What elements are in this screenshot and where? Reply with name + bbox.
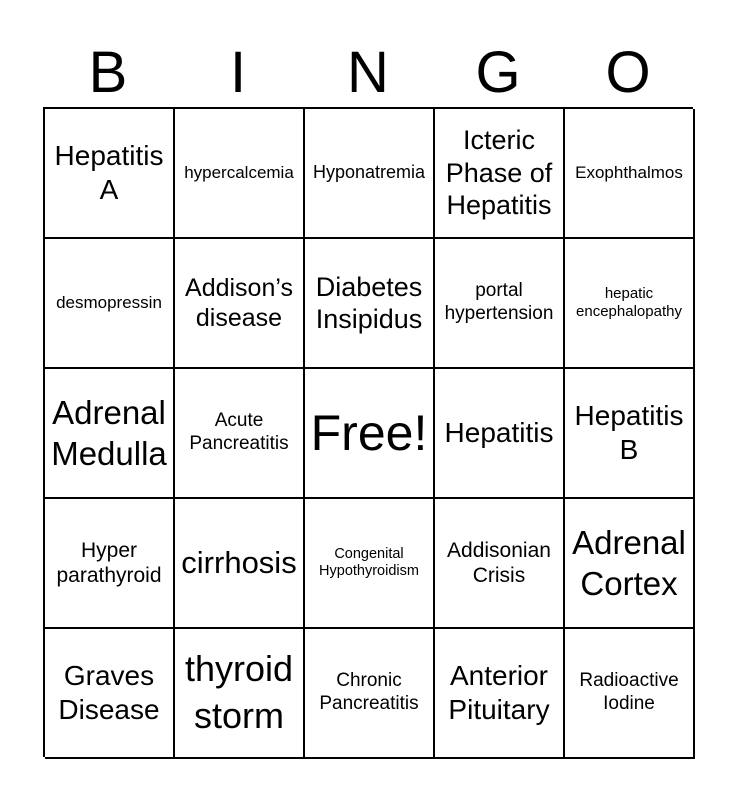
cell-text: portal hypertension: [444, 280, 554, 324]
bingo-cell[interactable]: [305, 239, 435, 369]
bingo-cell[interactable]: [175, 499, 305, 629]
bingo-cell[interactable]: [305, 109, 435, 239]
bingo-cell[interactable]: [435, 109, 565, 239]
bingo-header: [43, 40, 693, 106]
bingo-cell[interactable]: [305, 629, 435, 759]
cell-text: Graves Disease: [58, 660, 160, 725]
bingo-cell[interactable]: [175, 239, 305, 369]
cell-text: Hyponatremia: [312, 162, 426, 183]
cell-text: Congenital Hypothyroidism: [319, 545, 419, 579]
bingo-cell[interactable]: [175, 109, 305, 239]
bingo-cell[interactable]: [565, 369, 695, 499]
free-space-text: Free!: [310, 405, 428, 461]
bingo-cell[interactable]: [565, 499, 695, 629]
header-letter-n: N: [347, 40, 389, 105]
cell-text: Icteric Phase of Hepatitis: [445, 125, 553, 221]
cell-text: Exophthalmos: [575, 162, 683, 182]
bingo-cell[interactable]: [435, 239, 565, 369]
header-letter-g: G: [475, 40, 521, 105]
header-letter-i: I: [229, 40, 247, 105]
header-letter-b: B: [88, 40, 128, 105]
bingo-cell[interactable]: [175, 629, 305, 759]
cell-text: Diabetes Insipidus: [315, 271, 423, 334]
cell-text: Chronic Pancreatitis: [319, 670, 419, 714]
cell-text: Adrenal Medulla: [51, 393, 167, 472]
cell-text: Hepatitis A: [54, 140, 164, 205]
bingo-cell[interactable]: [435, 629, 565, 759]
header-letter-o: O: [605, 40, 651, 105]
bingo-cell[interactable]: [435, 369, 565, 499]
bingo-cell[interactable]: [175, 369, 305, 499]
bingo-cell[interactable]: [45, 629, 175, 759]
bingo-card-grid: [43, 107, 693, 757]
cell-text: hypercalcemia: [184, 162, 294, 182]
bingo-cell[interactable]: [45, 109, 175, 239]
bingo-cell[interactable]: [45, 369, 175, 499]
bingo-cell[interactable]: [45, 239, 175, 369]
cell-text: Addison’s disease: [185, 274, 293, 332]
cell-text: hepatic encephalopathy: [576, 285, 682, 320]
cell-text: cirrhosis: [181, 544, 297, 580]
cell-text: Anterior Pituitary: [448, 660, 550, 725]
cell-text: desmopressin: [56, 292, 162, 312]
bingo-cell[interactable]: [565, 629, 695, 759]
cell-text: Adrenal Cortex: [572, 523, 686, 602]
free-space-cell[interactable]: [305, 369, 435, 499]
cell-text: Hepatitis B: [574, 400, 684, 465]
bingo-cell[interactable]: [305, 499, 435, 629]
bingo-cell[interactable]: [45, 499, 175, 629]
cell-text: Addisonian Crisis: [447, 538, 551, 587]
bingo-cell[interactable]: [565, 109, 695, 239]
bingo-cell[interactable]: [565, 239, 695, 369]
bingo-cell[interactable]: [435, 499, 565, 629]
cell-text: Acute Pancreatitis: [189, 410, 289, 454]
cell-text: Hepatitis: [444, 417, 554, 449]
cell-text: Radioactive Iodine: [579, 670, 679, 714]
cell-text: thyroid storm: [184, 648, 294, 736]
cell-text: Hyper parathyroid: [56, 538, 162, 587]
